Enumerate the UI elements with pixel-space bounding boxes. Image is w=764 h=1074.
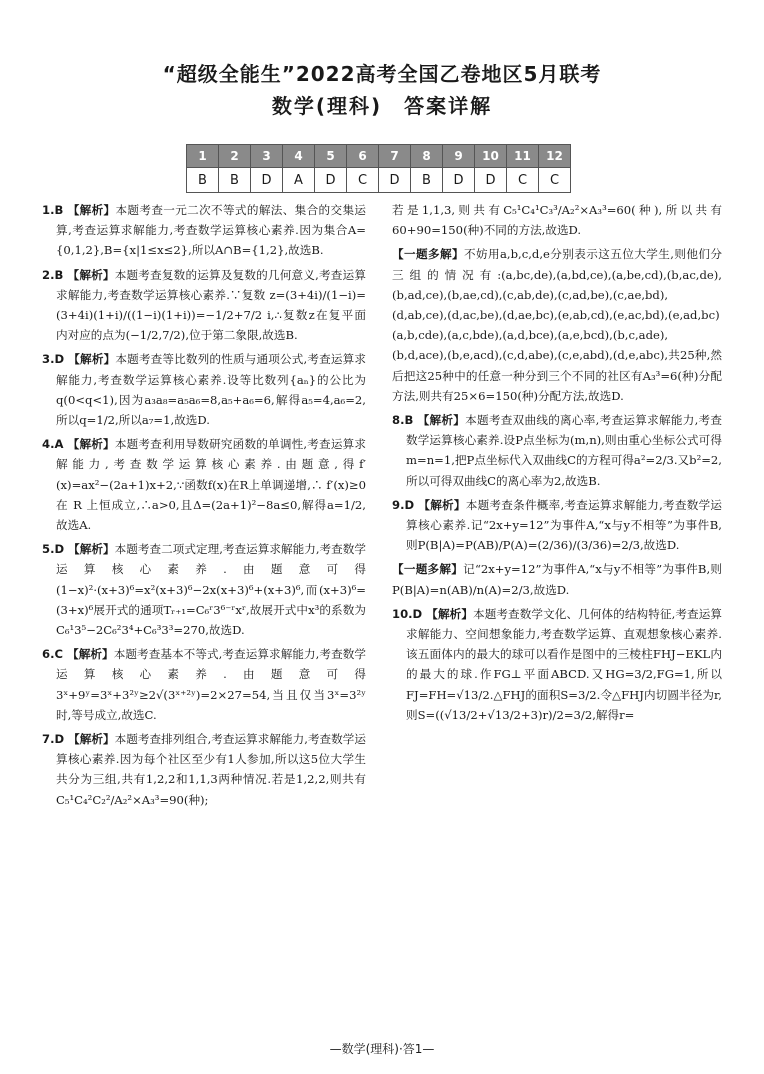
answer-number-cell: 5 <box>315 145 347 168</box>
page-footer: —数学(理科)·答1— <box>329 1042 435 1056</box>
answer-number-cell: 7 <box>379 145 411 168</box>
answer-number-row <box>187 145 571 168</box>
solution-label: 3.D 【解析】 <box>42 352 116 367</box>
solution-text: 本题考查等比数列的性质与通项公式,考查运算求解能力,考查数学运算核心素养.设等比数列{aₙ}的公比为q(0<q<1),因为a₃a₈=a₅a₆=8,a₅+a₆=6,解得a₅=4,a₆=2,所以q=1/2,所以a₇=1,故选D. <box>56 352 366 428</box>
solution-text: 本题考查排列组合,考查运算求解能力,考查数学运算核心素养.因为每个社区至少有1人参加,所以这5位大学生共分为三组,共有1,2,2和1,1,3两种情况.若是1,2,2,则共有C₅¹C₄²C₂²/A₂²×A₃³=90(种); <box>56 732 367 807</box>
solution-label: 【一题多解】 <box>392 247 465 262</box>
answer-key-table <box>186 144 571 193</box>
solution-text: 记“2x+y=12”为事件A,“x与y不相等”为事件B,则P(B|A)=n(AB)/n(A)=2/3,故选D. <box>392 562 722 597</box>
answer-letter-cell: D <box>315 168 347 193</box>
solution-text: 本题考查双曲线的离心率,考查运算求解能力,考查数学运算核心素养.设P点坐标为(m,n),则由重心坐标公式可得m=n=1,把P点坐标代入双曲线C的方程可得a²=2/3.又b²=2,所以可得双曲线C的离心率为2,故选B. <box>406 413 722 488</box>
page-title: “超级全能生”2022高考全国乙卷地区5月联考 <box>162 62 602 86</box>
answer-number-cell: 10 <box>475 145 507 168</box>
answer-letter-cell: B <box>411 168 443 193</box>
solution-paragraph <box>392 604 722 725</box>
solution-text: 本题考查一元二次不等式的解法、集合的交集运算,考查运算求解能力,考查数学运算核心素养.因为集合A={0,1,2},B={x|1≤x≤2},所以A∩B={1,2},故选B. <box>56 203 366 258</box>
solution-label: 8.B 【解析】 <box>392 413 466 428</box>
answer-number-cell: 1 <box>187 145 219 168</box>
left-column <box>42 200 366 814</box>
right-column <box>392 200 722 729</box>
answer-letter-cell: C <box>507 168 539 193</box>
solution-text: 本题考查条件概率,考查运算求解能力,考查数学运算核心素养.记“2x+y=12”为事件A,“x与y不相等”为事件B,则P(B|A)=P(AB)/P(A)=(2/36)/(3/36)=2/3,故选D. <box>406 497 723 553</box>
answer-number-cell: 2 <box>219 145 251 168</box>
solution-text: 本题考查二项式定理,考查运算求解能力,考查数学运算核心素养.由题意可得(1−x)²·(x+3)⁶=x²(x+3)⁶−2x(x+3)⁶+(x+3)⁶,而(x+3)⁶=(3+x)⁶展开式的通项Tᵣ₊₁=C₆ʳ3⁶⁻ʳxʳ,故展开式中x³的系数为C₆¹3⁵−2C₆²3⁴+C₆³3³=270,故选D. <box>56 542 367 638</box>
page-subtitle: 数学(理科) 答案详解 <box>271 94 493 118</box>
solution-paragraph <box>42 539 366 640</box>
answer-number-cell: 6 <box>347 145 379 168</box>
solution-paragraph <box>392 244 722 406</box>
answer-letter-cell: D <box>443 168 475 193</box>
solution-paragraph <box>42 349 366 430</box>
answer-letter-row <box>187 168 571 193</box>
answer-number-cell: 4 <box>283 145 315 168</box>
solution-label: 1.B 【解析】 <box>42 203 116 217</box>
solution-text: 本题考查数学文化、几何体的结构特征,考查运算求解能力、空间想象能力,考查数学运算、直观想象核心素养.该五面体内的最大的球可以看作是图中的三棱柱FHJ−EKL内的最大的球.作FG⊥平面ABCD.又HG=3/2,FG=1,所以FJ=FH=√13/2.△FHJ的面积S=3/2.令△FHJ内切圆半径为r,则S=((√13/2+√13/2+3)r)/2=3/2,解得r= <box>406 606 723 722</box>
answer-letter-cell: A <box>283 168 315 193</box>
solution-paragraph <box>42 729 366 810</box>
solution-label: 6.C 【解析】 <box>42 647 114 662</box>
answer-letter-cell: B <box>187 168 219 193</box>
solution-label: 2.B 【解析】 <box>42 267 115 282</box>
answer-letter-cell: D <box>379 168 411 193</box>
answer-number-cell: 8 <box>411 145 443 168</box>
solution-paragraph <box>392 410 722 491</box>
solution-text: 本题考查利用导数研究函数的单调性,考查运算求解能力,考查数学运算核心素养.由题意,得f′(x)=ax²−(2a+1)x+2,∵函数f(x)在R上单调递增,∴ f′(x)≥0 在 R 上恒成立,∴a>0,且Δ=(2a+1)²−8a≤0,解得a=1/2,故选A. <box>56 437 367 533</box>
solution-label: 10.D 【解析】 <box>392 606 474 621</box>
solution-paragraph <box>42 644 366 725</box>
solution-label: 7.D 【解析】 <box>42 732 115 747</box>
solution-label: 【一题多解】 <box>392 562 464 577</box>
answer-letter-cell: D <box>251 168 283 193</box>
answer-letter-cell: C <box>539 168 571 193</box>
solution-paragraph <box>42 434 366 535</box>
answer-number-cell: 3 <box>251 145 283 168</box>
answer-letter-cell: B <box>219 168 251 193</box>
answer-number-cell: 12 <box>539 145 571 168</box>
solution-paragraph <box>42 200 366 261</box>
solution-paragraph <box>392 559 722 599</box>
solution-text: 本题考查复数的运算及复数的几何意义,考查运算求解能力,考查数学运算核心素养.∵复数 z=(3+4i)/(1−i)=(3+4i)(1+i)/((1−i)(1+i))=−1/2+7/2 i,∴复数z在复平面内对应的点为(−1/2,7/2),位于第二象限,故选B. <box>56 267 366 343</box>
solution-paragraph <box>392 200 722 240</box>
answer-letter-cell: D <box>475 168 507 193</box>
solution-paragraph <box>392 495 722 556</box>
solution-paragraph <box>42 265 366 346</box>
solution-label: 9.D 【解析】 <box>392 497 466 512</box>
answer-number-cell: 11 <box>507 145 539 168</box>
solution-text: 本题考查基本不等式,考查运算求解能力,考查数学运算核心素养.由题意可得3ˣ+9ʸ=3ˣ+3²ʸ≥2√(3ˣ⁺²ʸ)=2×27=54,当且仅当3ˣ=3²ʸ时,等号成立,故选C. <box>56 647 366 722</box>
solution-text: 不妨用a,b,c,d,e分别表示这五位大学生,则他们分三组的情况有:(a,bc,de),(a,bd,ce),(a,be,cd),(b,ac,de),(b,ad,ce),(b,ae,cd),(c,ab,de),(c,ad,be),(c,ae,bd),(d,ab,ce),(d,ac,be),(d,ae,bc),(e,ab,cd),(e,ac,bd),(e,ad,bc)(a,b,cde),(a,c,bde),(a,d,bce),(a,e,bcd),(b,c,ade),(b,d,ace),(b,e,acd),(c,d,abe),(c,e,abd),(d,e,abc),共25种,然后把这25种中的任意一种分到三个不同的社区有A₃³=6(种)分配方法,则共有25×6=150(种)分配方法,故选D. <box>392 247 722 403</box>
answer-letter-cell: C <box>347 168 379 193</box>
solution-label: 5.D 【解析】 <box>42 542 115 557</box>
solution-text: 若是1,1,3,则共有C₅¹C₄¹C₃³/A₂²×A₃³=60(种),所以共有60+90=150(种)不同的方法,故选D. <box>392 203 722 238</box>
answer-number-cell: 9 <box>443 145 475 168</box>
solution-label: 4.A 【解析】 <box>42 437 115 452</box>
